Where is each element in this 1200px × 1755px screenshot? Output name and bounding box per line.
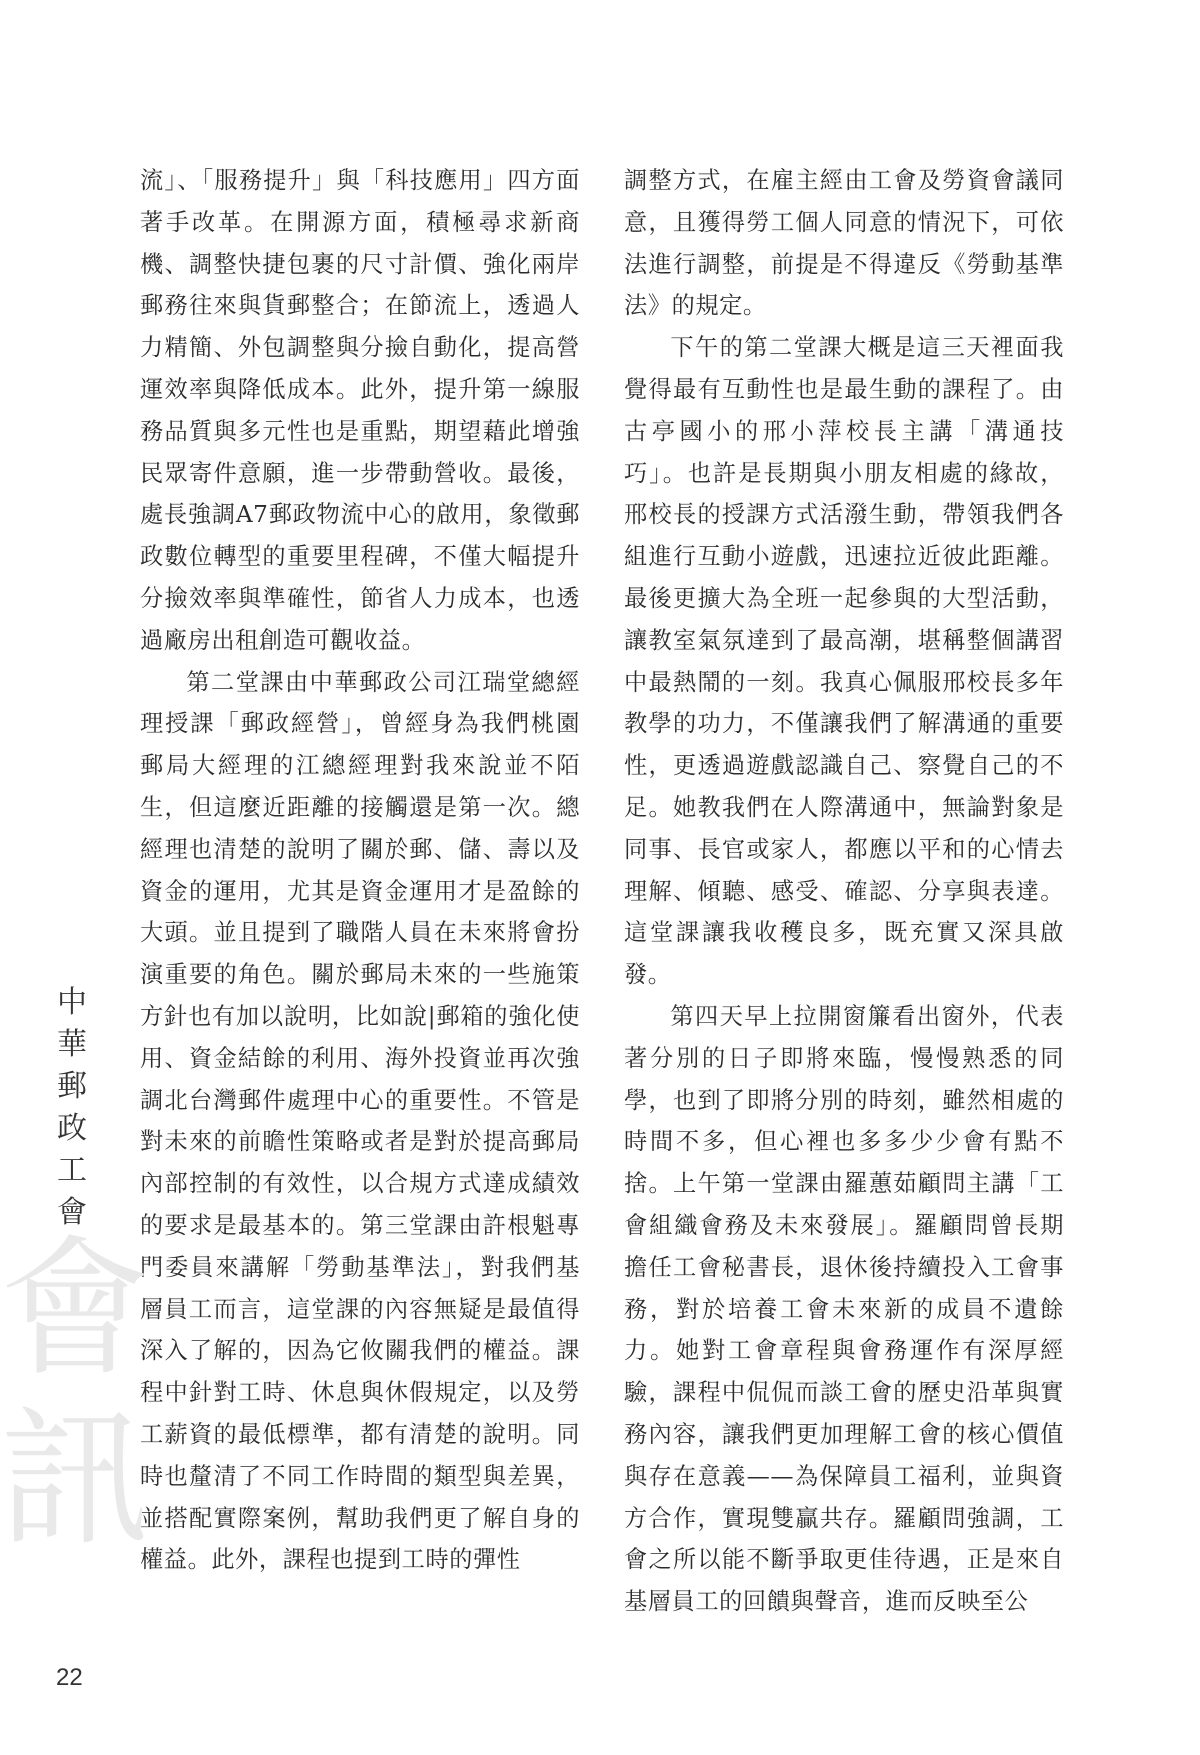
paragraph: 第二堂課由中華郵政公司江瑞堂總經理授課「郵政經營」，曾經身為我們桃園郵局大經理的江總經理對我來說並不陌生，但這麼近距離的接觸還是第一次。總經理也清楚的說明了關於郵、儲、壽以及資金的運用，尤其是資金運用才是盈餘的大頭。並且提到了職階人員在未來將會扮演重要的角色。關於郵局未來的一些施策方針也有加以說明，比如說|郵箱的強化使用、資金結餘的利用、海外投資並再次強調北台灣郵件處理中心的重要性。不管是對未來的前瞻性策略或者是對於提高郵局內部控制的有效性，以合規方式達成績效的要求是最基本的。第三堂課由許根魁專門委員來講解「勞動基準法」，對我們基層員工而言，這堂課的內容無疑是最值得深入了解的，因為它攸關我們的權益。課程中針對工時、休息與休假規定，以及勞工薪資的最低標準，都有清楚的說明。同時也釐清了不同工作時間的類型與差異，並搭配實際案例，幫助我們更了解自身的權益。此外，課程也提到工時的彈性 bbox=[140, 668, 580, 1574]
left-text-column bbox=[140, 160, 580, 1581]
paragraph: 第四天早上拉開窗簾看出窗外，代表著分別的日子即將來臨，慢慢熟悉的同學，也到了即將分別的時刻，雖然相處的時間不多，但心裡也多多少少會有點不捨。上午第一堂課由羅蕙茹顧問主講「工會組織會務及未來發展」。羅顧問曾長期擔任工會秘書長，退休後持續投入工會事務，對於培養工會未來新的成員不遺餘力。她對工會章程與會務運作有深厚經驗，課程中侃侃而談工會的歷史沿革與實務內容，讓我們更加理解工會的核心價值與存在意義——為保障員工福利，並與資方合作，實現雙贏共存。羅顧問強調，工會之所以能不斷爭取更佳待遇，正是來自基層員工的回饋與聲音，進而反映至公 bbox=[624, 1002, 1064, 1616]
side-title-char: 政 bbox=[57, 1111, 87, 1146]
paragraph: 調整方式，在雇主經由工會及勞資會議同意，且獲得勞工個人同意的情況下，可依法進行調整，前提是不得違反《勞動基準法》的規定。 bbox=[624, 167, 1064, 320]
calligraphy-watermark bbox=[0, 1223, 151, 1567]
publication-side-title bbox=[50, 982, 94, 1234]
watermark-char: 會 bbox=[0, 1223, 151, 1397]
watermark-char: 訊 bbox=[0, 1393, 151, 1567]
right-text-column bbox=[624, 160, 1064, 1623]
paragraph: 流」、「服務提升」與「科技應用」四方面著手改革。在開源方面，積極尋求新商機、調整快捷包裹的尺寸計價、強化兩岸郵務往來與貨郵整合；在節流上，透過人力精簡、外包調整與分撿自動化，提高營運效率與降低成本。此外，提升第一線服務品質與多元性也是重點，期望藉此增強民眾寄件意願，進一步帶動營收。最後，處長強調A7郵政物流中心的啟用，象徵郵政數位轉型的重要里程碑，不僅大幅提升分撿效率與準確性，節省人力成本，也透過廠房出租創造可觀收益。 bbox=[140, 167, 580, 654]
page-number: 22 bbox=[56, 1664, 83, 1691]
side-title-char: 華 bbox=[57, 1027, 87, 1062]
side-title-char: 郵 bbox=[57, 1069, 87, 1104]
side-title-char: 工 bbox=[57, 1153, 87, 1188]
side-title-char: 中 bbox=[57, 985, 87, 1020]
side-title-char: 會 bbox=[57, 1195, 87, 1230]
paragraph: 下午的第二堂課大概是這三天裡面我覺得最有互動性也是最生動的課程了。由古亭國小的邢小萍校長主講「溝通技巧」。也許是長期與小朋友相處的緣故，邢校長的授課方式活潑生動，帶領我們各組進行互動小遊戲，迅速拉近彼此距離。最後更擴大為全班一起參與的大型活動，讓教室氣氛達到了最高潮，堪稱整個講習中最熱鬧的一刻。我真心佩服邢校長多年教學的功力，不僅讓我們了解溝通的重要性，更透過遊戲認識自己、察覺自己的不足。她教我們在人際溝通中，無論對象是同事、長官或家人，都應以平和的心情去理解、傾聽、感受、確認、分享與表達。這堂課讓我收穫良多，既充實又深具啟發。 bbox=[624, 334, 1064, 989]
